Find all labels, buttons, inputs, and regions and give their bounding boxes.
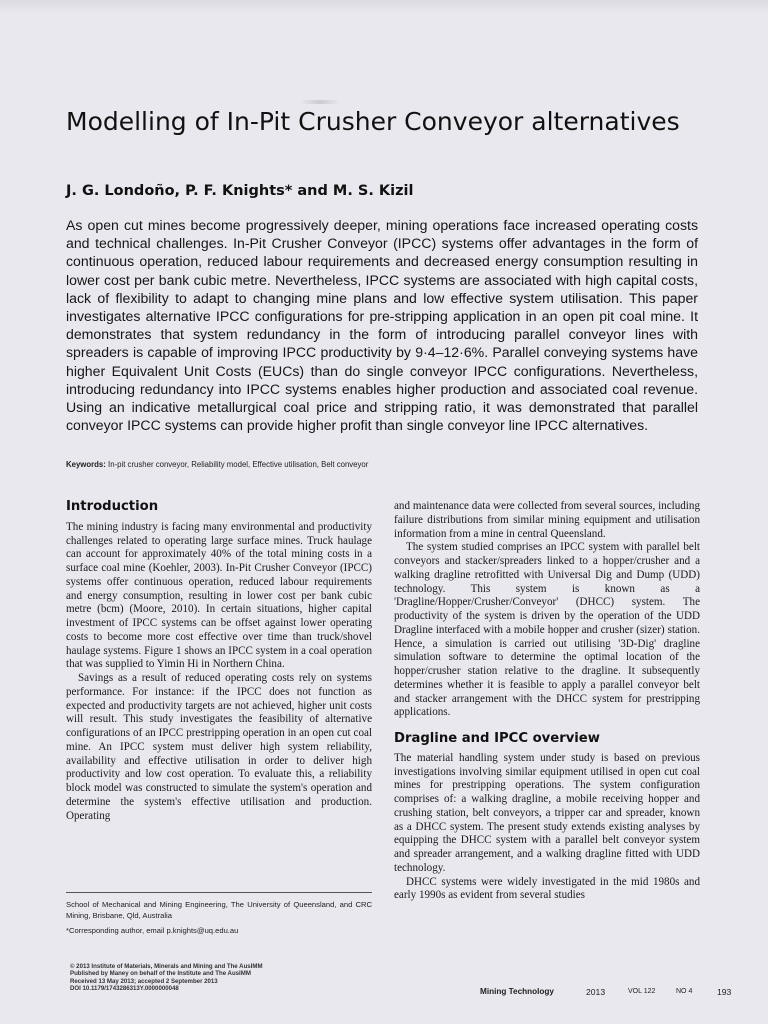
dragline-paragraph-1: The material handling system under study is based on previous investigations involving similar equipment utilised in open cut coal mines for prestripping operations. The system configuration comprises of: a walking dragline, a mobile receiving hopper and crushing station, belt conveyors, a tripper car and spreader, known as a DHCC system. The present study extends existing analyses by equipping the DHCC system with a parallel belt conveyor system and spreader arrangement, and a walking dragline fitted with UDD technology. (394, 751, 700, 874)
journal-issue: NO 4 (676, 988, 693, 995)
journal-year: 2013 (586, 987, 606, 997)
methods-paragraph-2: The system studied comprises an IPCC system with parallel belt conveyors and stacker/spreaders linked to a hopper/crusher and a walking dragline retrofitted with Universal Dig and Dump (UDD) technology. This system is known as a 'Dragline/Hopper/Crusher/Conveyor' (DHCC) system. The productivity of the system is driven by the operation of the UDD Dragline interfaced with a mobile hopper and crusher (sizer) station. Hence, a simulation is carried out utilising '3D-Dig' dragline simulation software to determine the optimal location of the hopper/crusher station relative to the dragline. It subsequently determines whether it is feasible to apply a parallel conveyor belt and stacker arrangement with the DHCC system for prestripping applications. (394, 541, 700, 719)
publisher-line: Published by Maney on behalf of the Institute and The AusIMM (70, 970, 251, 978)
doi-line: DOI 10.1179/1743286313Y.0000000048 (70, 985, 179, 993)
corresponding-author-note: *Corresponding author, email p.knights@uq.edu.au (66, 926, 239, 935)
author-list: J. G. Londoño, P. F. Knights* and M. S. Kizil (66, 183, 414, 199)
abstract: As open cut mines become progressively deeper, mining operations face increased operating costs and technical challenges. In-Pit Crusher Conveyor (IPCC) systems offer advantages in the form of continuous operation, reduced labour requirements and decreased energy consumption resulting in lower cost per bank cubic metre. Nevertheless, IPCC systems are associated with high capital costs, lack of flexibility to adapt to changing mine plans and low effective system utilisation. This paper investigates alternative IPCC configurations for pre-stripping application in an open pit coal mine. It demonstrates that system redundancy in the form of introducing parallel conveyor lines with spreaders is capable of improving IPCC productivity by 9·4–12·6%. Parallel conveying systems have higher Equivalent Unit Costs (EUCs) than do single conveyor IPCC configurations. Nevertheless, introducing redundancy into IPCC systems enables higher production and associated coal revenue. Using an indicative metallurgical coal price and stripping ratio, it was demonstrated that parallel conveyor IPCC systems can provide higher profit than single conveyor line IPCC alternatives. (66, 217, 698, 434)
dragline-heading: Dragline and IPCC overview (394, 731, 600, 746)
left-column (66, 500, 372, 823)
article-title: Modelling of In-Pit Crusher Conveyor alternatives (66, 107, 680, 136)
scan-top-edge (0, 0, 768, 14)
received-line: Received 13 May 2013; accepted 2 September 2013 (70, 977, 218, 985)
journal-name: Mining Technology (480, 987, 554, 996)
keywords-label: Keywords: (66, 460, 106, 469)
copyright-line: © 2013 Institute of Materials, Minerals and Mining and The AusIMM (70, 963, 263, 970)
methods-paragraph-1: and maintenance data were collected from several sources, including failure distributions from similar mining equipment and utilisation information from a mine in central Queensland. (394, 500, 700, 540)
introduction-heading: Introduction (66, 499, 159, 514)
dragline-paragraph-2: DHCC systems were widely investigated in the mid 1980s and early 1990s as evident from several studies (394, 875, 700, 902)
introduction-paragraph-1: The mining industry is facing many environmental and productivity challenges related to operating large surface mines. Truck haulage can account for approximately 40% of the total mining costs in a surface coal mine (Koehler, 2003). In-Pit Crusher Conveyor (IPCC) systems offer continuous operation, reduced labour requirements and energy consumption, resulting in lower cost per bank cubic metre (bcm) (Moore, 2010). In certain situations, higher capital investment of IPCC systems can be offset against lower operating costs to become more cost effective over time than truck/shovel haulage systems. Figure 1 shows an IPCC system in a coal operation that was supplied to Yimin Hi in Northern China. (66, 520, 372, 671)
keywords-text: In-pit crusher conveyor, Reliability model, Effective utilisation, Belt conveyor (108, 460, 369, 469)
right-column (394, 500, 700, 903)
journal-volume: VOL 122 (628, 988, 656, 995)
introduction-paragraph-2: Savings as a result of reduced operating costs rely on systems performance. For instance: if the IPCC does not function as expected and productivity targets are not achieved, higher unit costs will result. This study investigates the feasibility of alternative configurations of an IPCC prestripping operation in an open cut coal mine. An IPCC system must deliver high system reliability, availability and effective utilisation in order to deliver high productivity and low cost operation. To evaluate this, a reliability block model was constructed to simulate the system's operation and determine the system's effective utilisation and production. Operating (66, 672, 372, 822)
scan-smudge (300, 100, 340, 104)
copyright-block (70, 963, 370, 993)
keywords (66, 460, 706, 469)
footnote-divider (66, 892, 372, 893)
affiliation-note: School of Mechanical and Mining Engineering, The University of Queensland, and CRC Mining, Brisbane, Qld, Australia (66, 900, 372, 920)
page-number: 193 (717, 987, 732, 997)
